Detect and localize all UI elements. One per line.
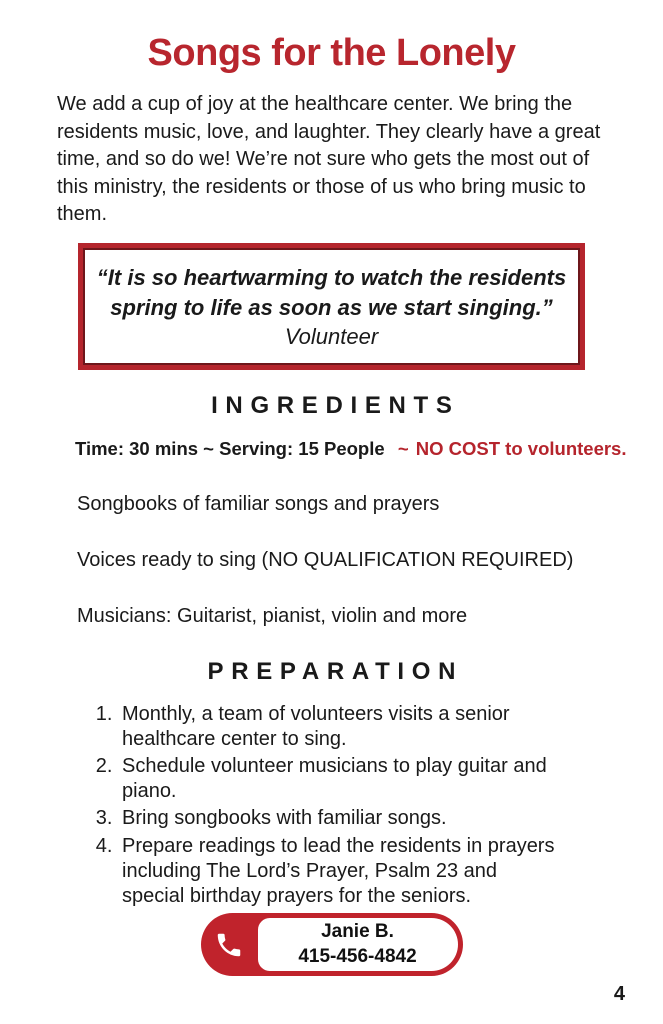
preparation-steps	[0, 702, 663, 910]
phone-icon	[201, 913, 258, 976]
contact-phone: 415-456-4842	[298, 945, 417, 967]
ingredient-musicians: Musicians: Guitarist, pianist, violin and more	[77, 604, 468, 627]
step-item: 4. Prepare readings to lead the residents in prayers including The Lord’s Prayer, Psalm 23 and special birthday prayers for the seniors.	[118, 834, 560, 910]
quote-attribution: Volunteer	[284, 323, 379, 349]
meta-time-serving: Time: 30 mins ~ Serving: 15 People	[75, 437, 385, 459]
page-title: Songs for the Lonely	[147, 32, 516, 74]
preparation-heading: PREPARATION	[207, 657, 464, 685]
quote-text: “It is so heartwarming to watch the residents spring to life as soon as we start singing.”	[96, 264, 567, 321]
ingredient-songbooks: Songbooks of familiar songs and prayers	[77, 492, 440, 515]
meta-no-cost: NO COST to volunteers.	[415, 437, 627, 459]
intro-paragraph: We add a cup of joy at the healthcare center. We bring the residents music, love, and laughter. They clearly have a great time, and so do we! We’re not sure who gets the most out of this ministry, the residents or those of us who bring music to them.	[57, 93, 601, 226]
step-item: 3. Bring songbooks with familiar songs.	[118, 806, 560, 831]
ingredient-voices: Voices ready to sing (NO QUALIFICATION REQUIRED)	[77, 548, 574, 571]
contact-pill	[201, 913, 463, 976]
meta-tilde: ~	[397, 437, 409, 459]
page-number: 4	[613, 983, 625, 1005]
ingredients-heading: INGREDIENTS	[211, 391, 460, 419]
recipe-meta-line	[75, 438, 663, 460]
contact-info	[258, 918, 458, 971]
step-item: 1. Monthly, a team of volunteers visits a senior healthcare center to sing.	[118, 702, 560, 752]
step-item: 2. Schedule volunteer musicians to play guitar and piano.	[118, 754, 560, 804]
contact-name: Janie B.	[321, 920, 394, 942]
quote-box	[78, 243, 585, 370]
